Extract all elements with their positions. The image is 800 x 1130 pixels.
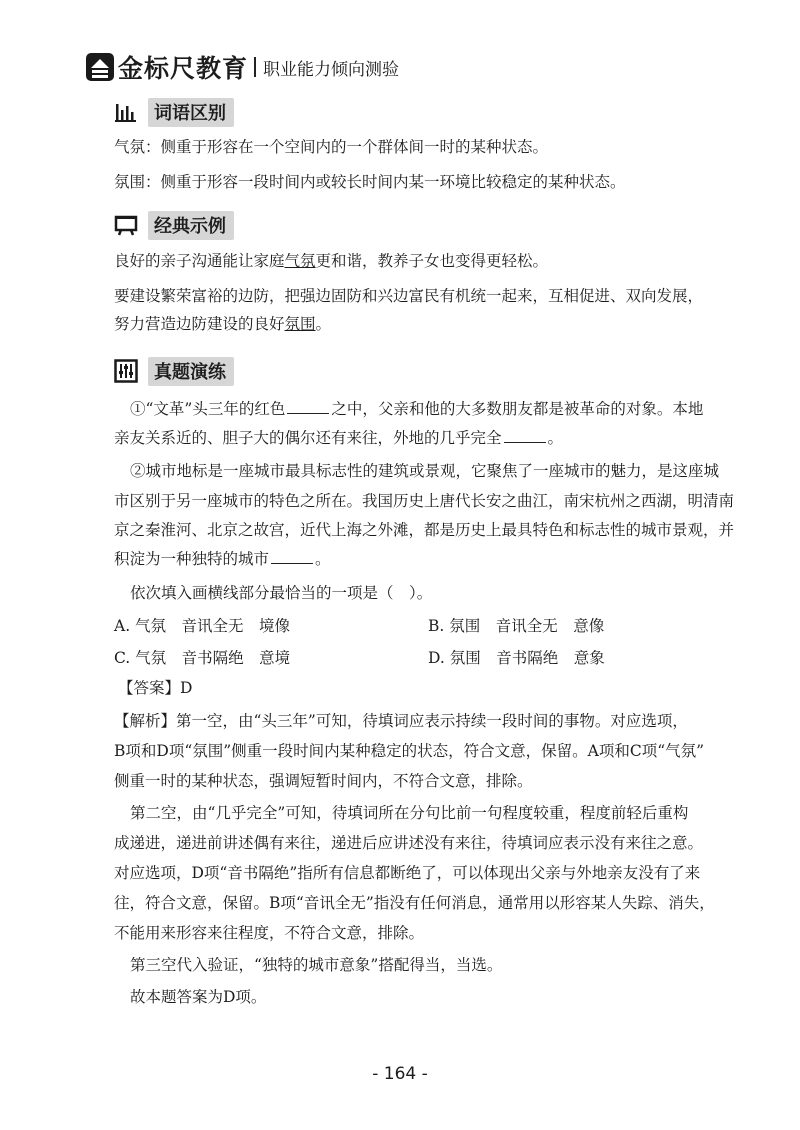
analysis-line: 往，符合文意，保留。B项“音讯全无”指没有任何消息，通常用以形容某人失踪、消失，	[114, 894, 715, 912]
option-d: D. 氛围 音书隔绝 意象	[428, 649, 605, 667]
definition-line: 氛围：侧重于形容一段时间内或较长时间内某一环境比较稳定的某种状态。	[114, 173, 626, 191]
fill-blank	[287, 399, 329, 414]
analysis-line: 【解析】第一空，由“头三年”可知，待填词应表示持续一段时间的事物。对应选项，	[114, 712, 688, 730]
analysis-line: B项和D项“氛围”侧重一段时间内某种稳定的状态，符合文意，保留。A项和C项“气氛”	[114, 742, 705, 760]
header-divider	[254, 57, 256, 77]
analysis-line: 故本题答案为D项。	[130, 988, 267, 1006]
analysis-line: 侧重一时的某种状态，强调短暂时间内，不符合文意，排除。	[114, 772, 533, 790]
highlighted-word: 气氛	[284, 252, 316, 270]
page-number: - 164 -	[372, 1064, 428, 1084]
example-sentence: 努力营造边防建设的良好氛围。	[114, 315, 332, 333]
analysis-line: 成递进，递进前讲述偶有来往，递进后应讲述没有来往，待填词应表示没有来往之意。	[114, 834, 704, 852]
example-sentence: 良好的亲子沟通能让家庭气氛更和谐，教养子女也变得更轻松。	[114, 252, 549, 270]
sliders-icon	[114, 359, 138, 383]
highlighted-word: 氛围	[284, 315, 316, 333]
analysis-line: 第三空代入验证，“独特的城市意象”搭配得当，当选。	[130, 956, 503, 974]
question-prompt: 依次填入画横线部分最恰当的一项是（ ）。	[130, 584, 433, 602]
fill-blank	[504, 428, 546, 443]
option-a: A. 气氛 音讯全无 境像	[114, 617, 291, 635]
fill-blank	[271, 549, 313, 564]
presentation-board-icon	[114, 213, 138, 237]
question-text: 市区别于另一座城市的特色之所在。我国历史上唐代长安之曲江，南宋杭州之西湖，明清南	[114, 492, 735, 510]
bar-chart-icon	[114, 100, 138, 124]
option-c: C. 气氛 音书隔绝 意境	[114, 649, 291, 667]
analysis-line: 不能用来形容来往程度，不符合文意，排除。	[114, 924, 425, 942]
section-practice-heading	[114, 357, 234, 385]
brand-name: 金标尺教育	[118, 54, 249, 83]
example-sentence: 要建设繁荣富裕的边防，把强边固防和兴边富民有机统一起来，互相促进、双向发展，	[114, 287, 704, 305]
section-title: 经典示例	[148, 211, 234, 240]
question-text: ①“文革”头三年的红色 之中，父亲和他的大多数朋友都是被革命的对象。本地	[130, 400, 704, 418]
question-text: 亲友关系近的、胆子大的偶尔还有来往，外地的几乎完全 。	[114, 429, 564, 447]
logo-icon	[86, 53, 114, 81]
option-b: B. 氛围 音讯全无 意像	[428, 617, 605, 635]
section-distinction-heading	[114, 98, 234, 126]
question-text: 京之秦淮河、北京之故宫，近代上海之外滩，都是历史上最具特色和标志性的城市景观，并	[114, 521, 735, 539]
section-examples-heading	[114, 211, 234, 239]
definition-line: 气氛：侧重于形容在一个空间内的一个群体间一时的某种状态。	[114, 138, 549, 156]
section-title: 真题演练	[148, 357, 234, 386]
page-header	[86, 50, 399, 84]
question-text: ②城市地标是一座城市最具标志性的建筑或景观，它聚焦了一座城市的魅力，是这座城	[130, 462, 720, 480]
answer-line: 【答案】D	[118, 679, 193, 697]
question-text: 积淀为一种独特的城市 。	[114, 550, 331, 568]
section-title: 词语区别	[148, 98, 234, 127]
analysis-line: 对应选项，D项“音书隔绝”指所有信息都断绝了，可以体现出父亲与外地亲友没有了来	[114, 864, 701, 882]
book-subtitle: 职业能力倾向测验	[263, 59, 400, 80]
analysis-line: 第二空，由“几乎完全”可知，待填词所在分句比前一句程度较重，程度前轻后重构	[130, 804, 689, 822]
